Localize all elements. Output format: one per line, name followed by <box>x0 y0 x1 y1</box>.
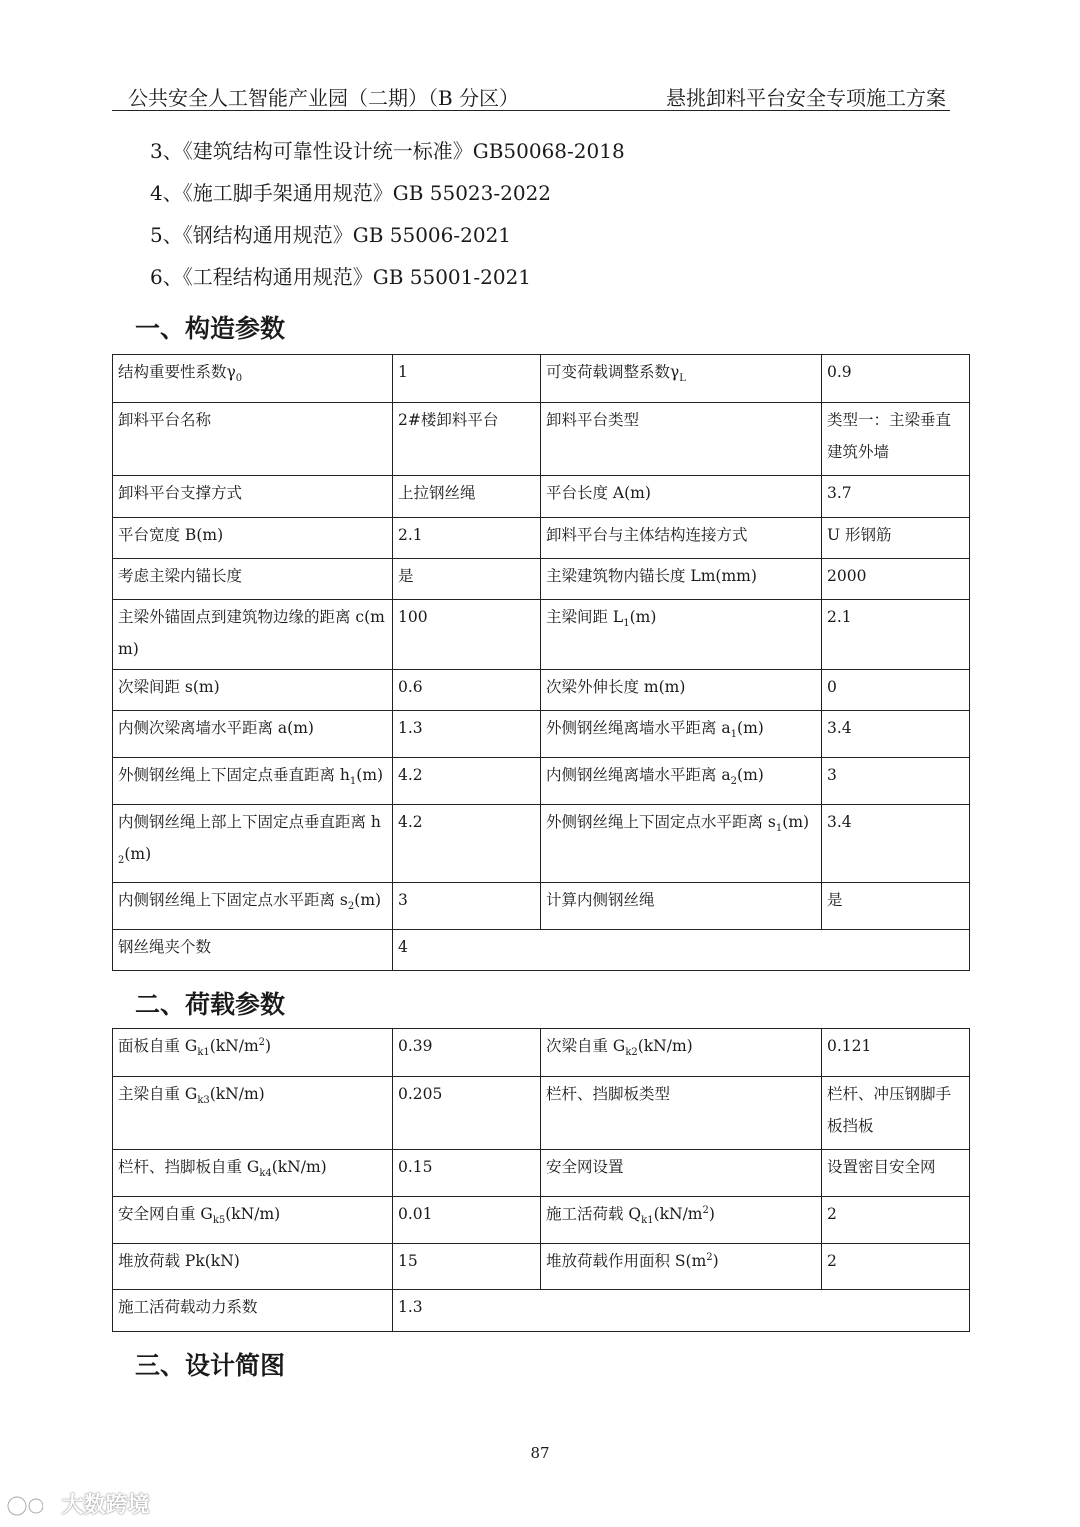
param-value: 3.7 <box>822 476 970 518</box>
table-row <box>113 1150 970 1197</box>
param-value: 0.6 <box>393 670 541 711</box>
param-value: 0.15 <box>393 1150 541 1197</box>
param-label: 结构重要性系数$\gamma_0$ <box>113 355 393 403</box>
param-label: 主梁间距 $L_1(m)$ <box>541 600 822 670</box>
param-value: 2000 <box>822 559 970 600</box>
param-value: 3 <box>822 758 970 805</box>
param-label: 内侧次梁离墙水平距离 a(m) <box>113 711 393 758</box>
table-row <box>113 476 970 518</box>
param-label: 可变荷载调整系数$\gamma_L$ <box>541 355 822 403</box>
table-row <box>113 1029 970 1077</box>
param-label: 平台长度 A(m) <box>541 476 822 518</box>
param-value: 4 <box>393 930 970 971</box>
reference-item: 4、《施工脚手架通用规范》GB 55023-2022 <box>150 181 552 205</box>
reference-item: 3、《建筑结构可靠性设计统一标准》GB50068-2018 <box>150 139 625 163</box>
watermark-text: 大数跨境 <box>61 1493 150 1518</box>
param-value: 类型一：主梁垂直建筑外墙 <box>822 403 970 476</box>
param-value: 1.3 <box>393 1290 970 1332</box>
param-label: 内侧钢丝绳离墙水平距离 $a_2(m)$ <box>541 758 822 805</box>
param-label: 卸料平台类型 <box>541 403 822 476</box>
table-row <box>113 600 970 670</box>
param-label: 外侧钢丝绳上下固定点垂直距离 $h_1(m)$ <box>113 758 393 805</box>
param-label: 安全网自重 $G_{k5}(kN/m)$ <box>113 1197 393 1244</box>
param-value: 100 <box>393 600 541 670</box>
param-value: 上拉钢丝绳 <box>393 476 541 518</box>
param-label: 施工活荷载动力系数 <box>113 1290 393 1332</box>
param-value: 4.2 <box>393 805 541 883</box>
param-value: 2#楼卸料平台 <box>393 403 541 476</box>
param-label: 卸料平台名称 <box>113 403 393 476</box>
table-row <box>113 1077 970 1150</box>
param-value: 2.1 <box>393 518 541 559</box>
header-document-title: 悬挑卸料平台安全专项施工方案 <box>666 86 946 110</box>
table-row <box>113 805 970 883</box>
section-heading-diagram: 三、设计简图 <box>135 1351 286 1380</box>
param-label: 外侧钢丝绳离墙水平距离 $a_1(m)$ <box>541 711 822 758</box>
table-row <box>113 518 970 559</box>
param-label: 内侧钢丝绳上部上下固定点垂直距离 $h_2(m)$ <box>113 805 393 883</box>
param-label: 卸料平台支撑方式 <box>113 476 393 518</box>
param-label: 栏杆、挡脚板自重 $G_{k4}(kN/m)$ <box>113 1150 393 1197</box>
table-row <box>113 1197 970 1244</box>
watermark <box>6 1488 150 1519</box>
param-value: 1 <box>393 355 541 403</box>
table-row <box>113 403 970 476</box>
param-label: 堆放荷载作用面积 $S(m^2)$ <box>541 1244 822 1290</box>
param-label: 次梁间距 s(m) <box>113 670 393 711</box>
param-value: 15 <box>393 1244 541 1290</box>
param-value: 3.4 <box>822 805 970 883</box>
param-label: 钢丝绳夹个数 <box>113 930 393 971</box>
param-value: 4.2 <box>393 758 541 805</box>
param-label: 面板自重 $G_{k1}(kN/m^2)$ <box>113 1029 393 1077</box>
table-row <box>113 758 970 805</box>
param-label: 计算内侧钢丝绳 <box>541 883 822 930</box>
param-value: 2 <box>822 1244 970 1290</box>
param-value: 0.01 <box>393 1197 541 1244</box>
reference-item: 6、《工程结构通用规范》GB 55001-2021 <box>150 265 532 289</box>
table-row <box>113 1244 970 1290</box>
param-value: 0.121 <box>822 1029 970 1077</box>
page-number: 87 <box>530 1444 550 1462</box>
param-value: 是 <box>393 559 541 600</box>
table-row <box>113 559 970 600</box>
param-value: 0.9 <box>822 355 970 403</box>
table-row <box>113 355 970 403</box>
param-label: 施工活荷载 $Q_{k1}(kN/m^2)$ <box>541 1197 822 1244</box>
page-header <box>112 78 950 111</box>
section-heading-construction: 一、构造参数 <box>135 314 286 343</box>
param-label: 主梁外锚固点到建筑物边缘的距离 c(mm) <box>113 600 393 670</box>
param-label: 堆放荷载 Pk(kN) <box>113 1244 393 1290</box>
param-label: 平台宽度 B(m) <box>113 518 393 559</box>
param-value: 0.39 <box>393 1029 541 1077</box>
reference-item: 5、《钢结构通用规范》GB 55006-2021 <box>150 223 512 247</box>
load-params-table <box>112 1028 970 1332</box>
param-value: 是 <box>822 883 970 930</box>
table-row <box>113 711 970 758</box>
param-value: 栏杆、冲压钢脚手板挡板 <box>822 1077 970 1150</box>
param-label: 卸料平台与主体结构连接方式 <box>541 518 822 559</box>
param-label: 次梁自重 $G_{k2}(kN/m)$ <box>541 1029 822 1077</box>
table-row <box>113 1290 970 1332</box>
param-value: 3 <box>393 883 541 930</box>
header-project-name: 公共安全人工智能产业园（二期）（B 分区） <box>128 86 520 110</box>
construction-params-table <box>112 354 970 971</box>
table-row <box>113 670 970 711</box>
table-row <box>113 883 970 930</box>
param-label: 栏杆、挡脚板类型 <box>541 1077 822 1150</box>
param-label: 外侧钢丝绳上下固定点水平距离 $s_1(m)$ <box>541 805 822 883</box>
reference-list <box>150 132 625 300</box>
param-label: 主梁建筑物内锚长度 Lm(mm) <box>541 559 822 600</box>
param-value: 0.205 <box>393 1077 541 1150</box>
table-row <box>113 930 970 971</box>
param-label: 主梁自重 $G_{k3}(kN/m)$ <box>113 1077 393 1150</box>
param-value: 1.3 <box>393 711 541 758</box>
param-value: 0 <box>822 670 970 711</box>
param-value: 2.1 <box>822 600 970 670</box>
section-heading-load: 二、荷载参数 <box>135 990 286 1019</box>
param-value: U 形钢筋 <box>822 518 970 559</box>
param-label: 次梁外伸长度 m(m) <box>541 670 822 711</box>
param-label: 考虑主梁内锚长度 <box>113 559 393 600</box>
param-value: 3.4 <box>822 711 970 758</box>
param-label: 内侧钢丝绳上下固定点水平距离 $s_2(m)$ <box>113 883 393 930</box>
param-value: 2 <box>822 1197 970 1244</box>
param-label: 安全网设置 <box>541 1150 822 1197</box>
watermark-logo-icon <box>6 1493 54 1519</box>
param-value: 设置密目安全网 <box>822 1150 970 1197</box>
